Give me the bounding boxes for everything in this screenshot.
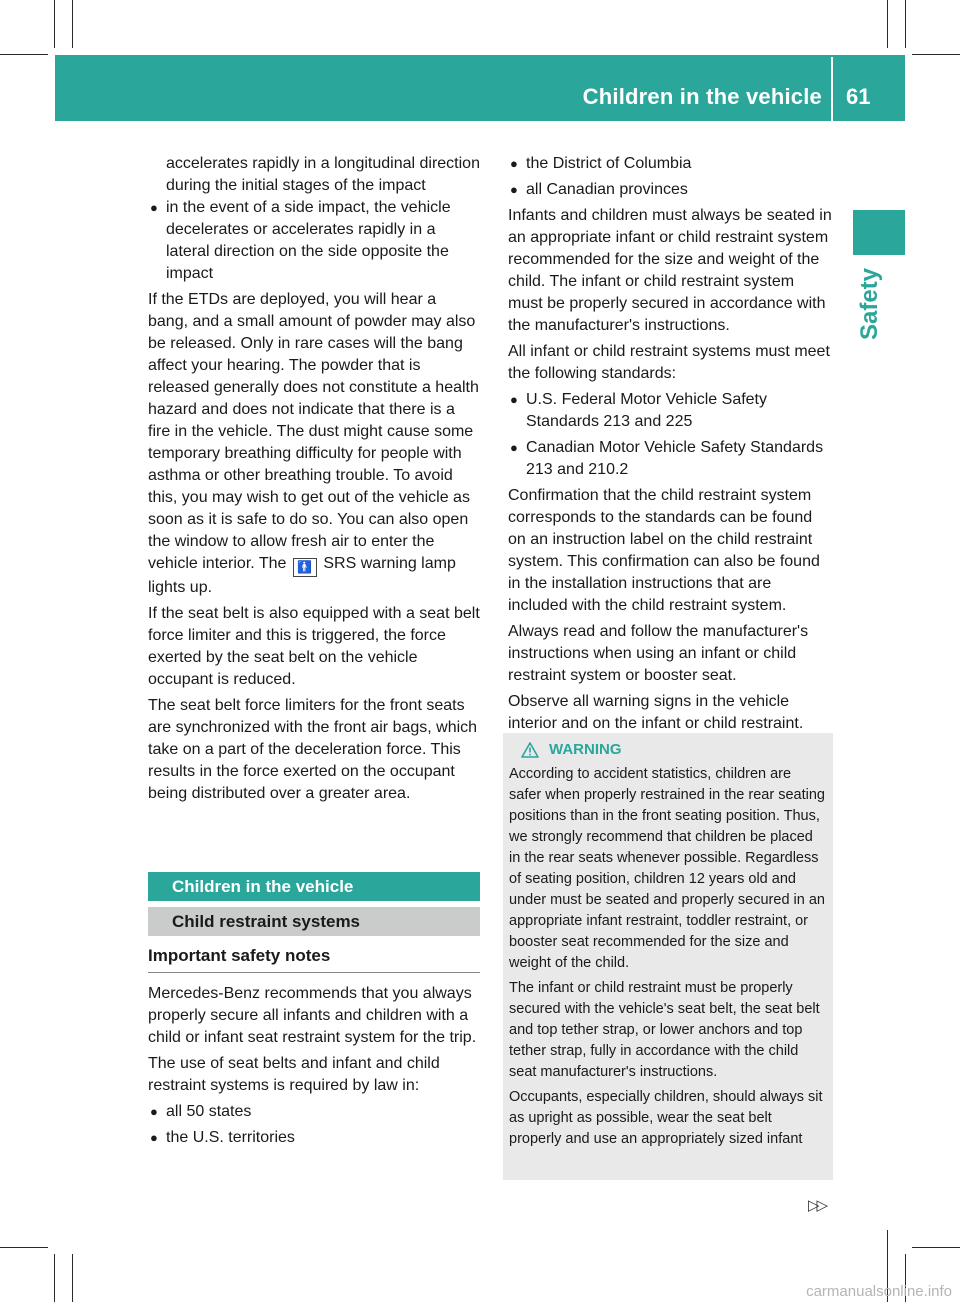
paragraph: The seat belt force limiters for the front seats are synchronized with the front air bags, which take on a part of the deceleration force. This results in the force exerted on the occupant being distributed over a greater area. [148,697,478,802]
paragraph: If the seat belt is also equipped with a seat belt force limiter and this is triggered, the force exerted by the seat belt on the vehicle occupant is reduced. [148,605,480,688]
warning-triangle-icon [521,742,539,758]
bullet-icon: ● [510,156,518,171]
warning-paragraph: According to accident statistics, children are safer when properly restrained in the rear seating positions than in the front seating position. Thus, we strongly recommend that children be placed in the rear seats whenever possible. Regardless of seating position, children 12 years old and under must be seated and properly secured in an appropriate infant restraint, toddler restraint, or booster seat recommended for the size and weight of the child. [509,766,825,971]
crop-mark [54,0,55,48]
list-item-text: the U.S. territories [166,1129,295,1146]
chapter-label: Safety [856,267,883,340]
list-item [508,437,833,481]
warning-title: WARNING [549,741,622,758]
left-column [148,153,480,809]
bullet-icon: ● [510,182,518,197]
bullet-icon: ● [510,392,518,407]
paragraph: Mercedes-Benz recommends that you always properly secure all infants and children with a child or infant seat restraint system for the trip. [148,985,477,1046]
paragraph: Always read and follow the manufacturer's instructions when using an infant or child restraint system or booster seat. [508,623,809,684]
right-column [508,153,833,739]
list-item-text: in the event of a side impact, the vehicle decelerates or accelerates rapidly in a lateral direction on the side opposite the impact [166,199,451,282]
warning-paragraph: Occupants, especially children, should always sit as upright as possible, wear the seat belt properly and use an appropriately sized infant [509,1089,823,1147]
list-item-text: Canadian Motor Vehicle Safety Standards 213 and 210.2 [526,439,824,478]
paragraph: All infant or child restraint systems must meet the following standards: [508,343,830,382]
warning-header [521,739,827,760]
crop-mark [0,1247,48,1248]
section-heading: Children in the vehicle [148,872,480,901]
page-title: Children in the vehicle [582,84,822,109]
crop-mark [905,0,906,48]
list-item [148,1101,480,1123]
bullet-icon: ● [150,1104,158,1119]
header-divider [831,57,833,121]
list-item [148,197,480,285]
crop-mark [887,0,888,48]
airbag-warning-icon: 🚹 [293,558,317,577]
list-item-text: all 50 states [166,1103,252,1120]
crop-mark [912,54,960,55]
bullet-icon: ● [150,1130,158,1145]
list-item-text: U.S. Federal Motor Vehicle Safety Standards 213 and 225 [526,391,767,430]
bullet-icon: ● [150,200,158,215]
paragraph-text: SRS warning lamp lights up. [148,555,456,596]
crop-mark [0,54,48,55]
crop-mark [72,1254,73,1302]
warning-paragraph: The infant or child restraint must be properly secured with the vehicle's seat belt, the seat belt and top tether strap, or lower anchors and top tether strap, fully in accordance with the child seat manufacturer's instructions. [509,980,820,1080]
paragraph-text: If the ETDs are deployed, you will hear a bang, and a small amount of powder may also be released. Only in rare cases will the bang affect your hearing. The powder that is released generally does not constitute a health hazard and does not indicate that there is a fire in the vehicle. The dust might cause some temporary breathing difficulty for people with asthma or other breathing trouble. To avoid this, you may wish to get out of the vehicle as soon as it is safe to do so. You can also open the window to allow fresh air to enter the vehicle interior. The [148,291,479,572]
crop-mark [54,1254,55,1302]
list-item [508,389,833,433]
paragraph: Observe all warning signs in the vehicle interior and on the infant or child restraint. [508,693,804,732]
chapter-tab [853,210,905,255]
continued-bullet-text: accelerates rapidly in a longitudinal direction during the initial stages of the impact [166,155,480,194]
topic-heading: Important safety notes [148,946,480,973]
watermark-url: carmanualsonline.info [806,1283,952,1300]
paragraph: Confirmation that the child restraint system corresponds to the standards can be found on an instruction label on the child restraint system. This confirmation can also be found in the installation instructions that are included with the child restraint system. [508,487,820,614]
continued-marker: ▷▷ [808,1197,826,1214]
list-item [508,153,833,175]
paragraph: The use of seat belts and infant and child restraint systems is required by law in: [148,1055,440,1094]
list-item [508,179,833,201]
list-item [148,1127,480,1149]
paragraph [148,289,480,599]
page-number: 61 [846,84,871,109]
crop-mark [912,1247,960,1248]
crop-mark [72,0,73,48]
subsection-heading: Child restraint systems [148,907,480,936]
list-item-text: all Canadian provinces [526,181,688,198]
list-item-text: the District of Columbia [526,155,692,172]
paragraph: Infants and children must always be seated in an appropriate infant or child restraint system recommended for the size and weight of the child. The infant or child restraint system must be properly secured in accordance with the manufacturer's instructions. [508,207,832,334]
left-column-lower [148,983,480,1153]
warning-box [503,733,833,1180]
bullet-icon: ● [510,440,518,455]
